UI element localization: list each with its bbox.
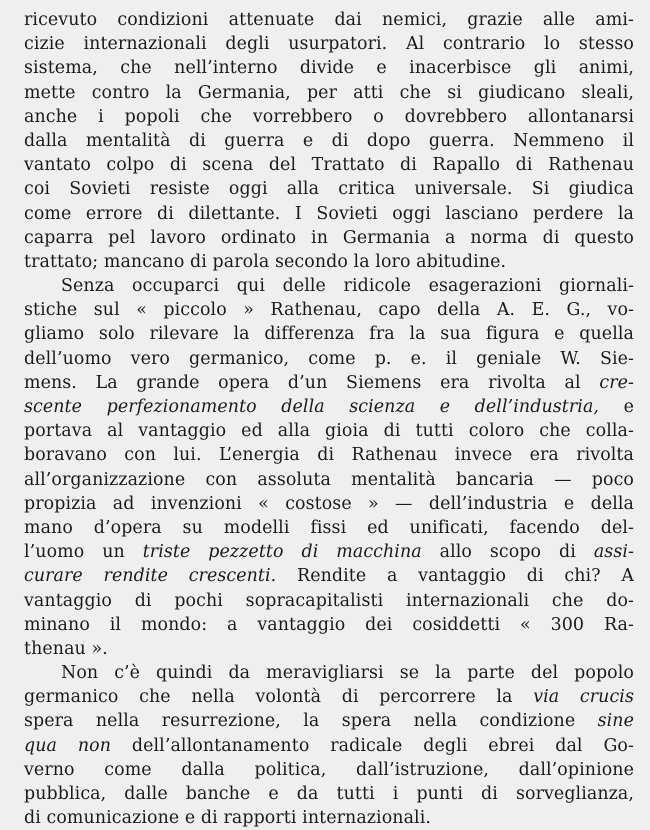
text-line [24,274,634,298]
text-line [24,395,634,419]
text-line [24,56,634,80]
text-line [24,32,634,56]
text-line [24,661,634,685]
text-segment: allo scopo di [421,542,594,563]
text-segment: dell’allontanamento radicale degli ebrei dal Go- [111,735,634,756]
text-segment: minano il mondo: a vantaggio dei cosiddetti « 300 Ra- [24,614,634,635]
text-line [24,419,634,443]
page-text [24,8,634,830]
text-segment: verno come dalla politica, dall’istruzione, dall’opinione [24,759,634,780]
text-segment: mette contro la Germania, per atti che si giudicano sleali, [24,82,634,103]
text-segment: thenau ». [24,638,108,659]
italic-text: sine [597,711,634,732]
text-line [24,589,634,613]
text-segment: portava al vantaggio ed alla gioia di tutti coloro che colla- [24,421,634,442]
text-segment: dalla mentalità di guerra e di dopo guerra. Nemmeno il [24,130,634,151]
text-line [24,516,634,540]
text-line [24,564,634,588]
text-segment: sistema, che nell’interno divide e inacerbisce gli animi, [24,58,634,79]
text-segment: ricevuto condizioni attenuate dai nemici, grazie alle ami- [24,10,634,30]
text-segment: come errore di dilettante. I Sovieti oggi lasciano perdere la [24,203,634,224]
text-segment: l’uomo un [24,542,143,563]
text-line [24,226,634,250]
text-segment: e [599,397,634,417]
text-line [24,492,634,516]
paragraph [24,274,634,661]
text-segment: Senza occuparci qui delle ridicole esagerazioni giornali- [61,276,634,297]
text-segment: dell’uomo vero germanico, come p. e. il geniale W. Sie- [24,348,634,369]
italic-text: triste pezzetto di macchina [142,542,422,563]
text-line [24,250,634,274]
italic-text: cre- [599,372,634,393]
text-line [24,81,634,105]
text-segment: di comunicazione e di rapporti internazionali. [24,808,431,829]
text-segment: germanico che nella volontà di percorrere la [24,687,534,708]
paragraph [24,661,634,830]
text-segment: coi Sovieti resiste oggi alla critica universale. Si giudica [24,179,634,200]
italic-text: scente perfezionamento della scienza e dell’industria, [24,397,600,417]
text-segment: mens. La grande opera d’un Siemens era rivolta al [24,372,600,393]
text-segment: pubblica, dalle banche e da tutti i punti di sorveglianza, [24,784,634,804]
italic-text: via crucis [533,687,634,708]
text-line [24,709,634,733]
text-segment: boravano con lui. L’energia di Rathenau invece era rivolta [24,445,634,466]
italic-text: assi- [593,542,634,563]
text-line [24,347,634,371]
text-segment: cizie internazionali degli usurpatori. Al contrario lo stesso [24,34,634,55]
italic-text: qua non [24,735,112,756]
text-line [24,8,634,32]
text-line [24,105,634,129]
text-line [24,443,634,467]
text-line [24,758,634,782]
text-segment: mano d’opera su modelli fissi ed unificati, facendo del- [24,517,634,538]
text-line [24,637,634,661]
text-line [24,685,634,709]
text-line [24,734,634,758]
text-segment: stiche sul « piccolo » Rathenau, capo della A. E. G., vo- [24,300,634,321]
text-line [24,322,634,346]
text-line [24,202,634,226]
text-segment: caparra pel lavoro ordinato in Germania a norma di questo [24,227,634,248]
text-segment: all’organizzazione con assoluta mentalità bancaria — poco [24,469,634,490]
text-segment: Rendite a vantaggio di chi? A [276,566,634,587]
text-line [24,540,634,564]
text-line [24,153,634,177]
italic-text: curare rendite crescenti. [24,566,277,587]
text-line [24,782,634,806]
text-segment: anche i popoli che vorrebbero o dovrebbero allontanarsi [24,106,634,127]
text-line [24,298,634,322]
text-segment: propizia ad invenzioni « costose » — dell’industria e della [24,493,634,514]
text-segment: spera nella resurrezione, la spera nella condizione [24,711,598,732]
text-line [24,468,634,492]
text-segment: trattato; mancano di parola secondo la loro abitudine. [24,251,507,272]
text-segment: vantaggio di pochi sopracapitalisti internazionali che do- [24,590,634,611]
paragraph [24,8,634,274]
text-segment: Non c’è quindi da meravigliarsi se la parte del popolo [61,663,634,684]
text-segment: vantato colpo di scena del Trattato di Rapallo di Rathenau [24,155,634,176]
text-line [24,177,634,201]
text-line [24,129,634,153]
text-line [24,806,634,830]
text-line [24,371,634,395]
text-line [24,613,634,637]
text-segment: gliamo solo rilevare la differenza fra la sua figura e quella [24,324,634,345]
